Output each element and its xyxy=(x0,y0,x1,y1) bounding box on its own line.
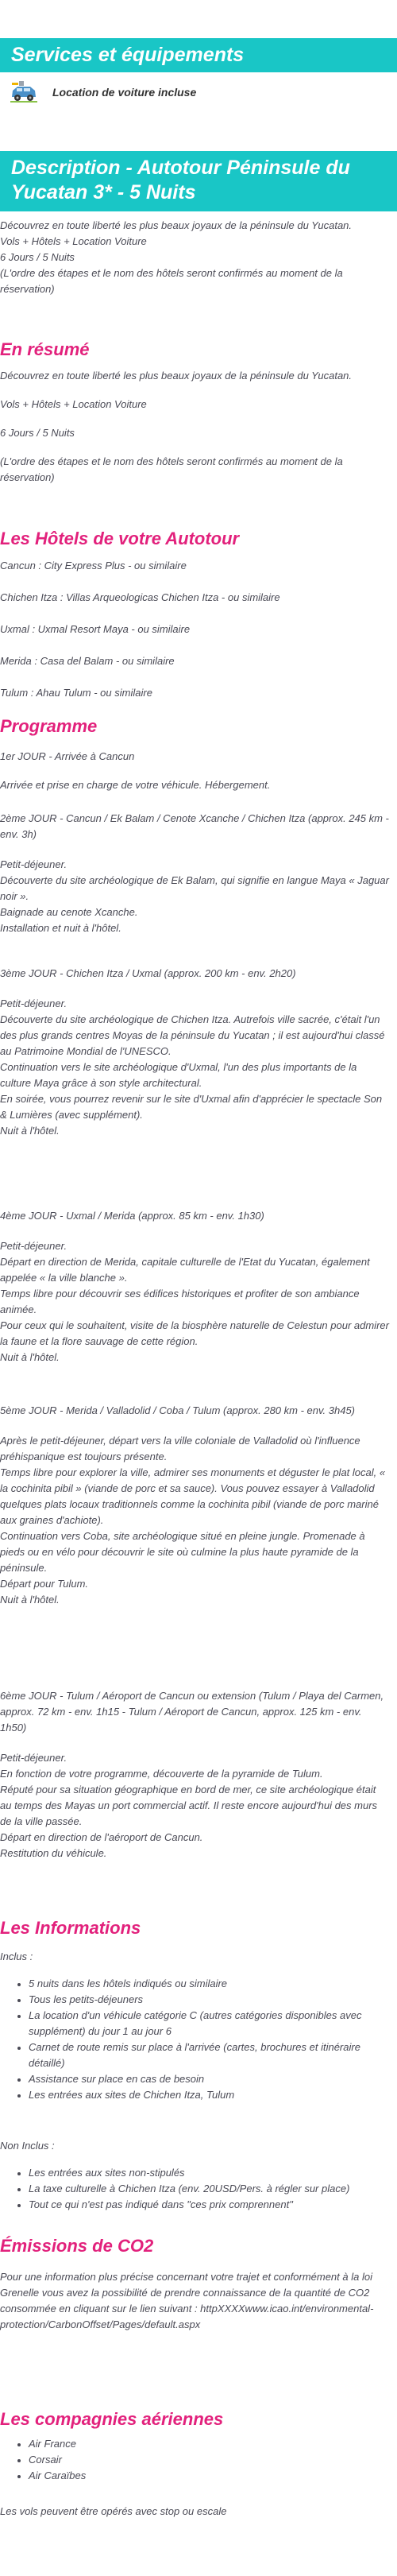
day-3-line: Continuation vers le site archéologique d'Uxmal, l'un des plus importants de la culture Maya grâce à son style architectural. xyxy=(0,1061,357,1089)
resume-p1: Découvrez en toute liberté les plus beaux joyaux de la péninsule du Yucatan. xyxy=(0,370,353,382)
day-5-line: Temps libre pour explorer la ville, admirer ses monuments et déguster le plat local, « la cochinita pibil » (viande de porc et sa sauce). Vous pouvez essayer à Valladolid quelques plats locaux traditionnels comme la cochinita pibil (viande de porc mariné aux graines d'achiote). xyxy=(0,1466,386,1526)
day-2-line: Petit-déjeuner. xyxy=(0,858,67,870)
day-5-line: Continuation vers Coba, site archéologique situé en pleine jungle. Promenade à pieds ou en vélo pour découvrir le site où culmine la plus haute pyramide de la péninsule. xyxy=(0,1530,365,1574)
resume-p2: Vols + Hôtels + Location Voiture xyxy=(0,398,147,410)
list-item: • Carnet de route remis sur place à l'arrivée (cartes, brochures et itinéraire détaillé) xyxy=(29,2039,389,2071)
hotel-item: Merida : Casa del Balam - ou similaire xyxy=(0,655,175,667)
airlines-section xyxy=(0,2408,389,2431)
programme-section xyxy=(0,715,389,738)
day-6-line: En fonction de votre programme, découverte de la pyramide de Tulum. xyxy=(0,1768,323,1780)
list-item: • Tous les petits-déjeuners xyxy=(29,1992,389,2008)
day-3-line: Nuit à l'hôtel. xyxy=(0,1125,60,1137)
airlines-note-block xyxy=(0,2504,389,2520)
day-6-line: Réputé pour sa situation géographique en bord de mer, ce site archéologique était au temps des Mayas un port commercial actif. Il reste encore aujourd'hui des murs de la ville passée. xyxy=(0,1784,378,1827)
day-1-text: Arrivée et prise en charge de votre véhicule. Hébergement. xyxy=(0,779,271,791)
hotels-section xyxy=(0,528,389,550)
day-4-title: 4ème JOUR - Uxmal / Merida (approx. 85 km - env. 1h30) xyxy=(0,1210,264,1222)
airline-item: • Corsair xyxy=(29,2452,389,2468)
hotel-item: Uxmal : Uxmal Resort Maya - ou similaire xyxy=(0,623,191,635)
non-inclus-label: Non Inclus : xyxy=(0,2140,55,2152)
description-line: Vols + Hôtels + Location Voiture xyxy=(0,235,147,247)
co2-section xyxy=(0,2235,389,2257)
list-item: • Les entrées aux sites de Chichen Itza, Tulum xyxy=(29,2087,389,2103)
airlines-list-block xyxy=(0,2436,389,2484)
day-2-line: Découverte du site archéologique de Ek Balam, qui signifie en langue Maya « Jaguar noir ». xyxy=(0,874,389,902)
day-4 xyxy=(0,1208,389,1365)
informations-title: Les Informations xyxy=(0,1918,141,1938)
car-rental-label: Location de voiture incluse xyxy=(52,86,197,99)
day-1-title: 1er JOUR - Arrivée à Cancun xyxy=(0,750,135,762)
inclus-label: Inclus : xyxy=(0,1950,33,1962)
co2-text: Pour une information plus précise concernant votre trajet et conformément à la loi Grenelle vous avez la possibilité de prendre connaissance de la quantité de CO2 consommée en cliquant sur le lien suivant : httpXXXXwww.icao.int/environmental-protection/CarbonOffset/Pages/default.aspx xyxy=(0,2271,374,2330)
informations-section xyxy=(0,1917,389,1939)
services-banner xyxy=(0,38,397,72)
description-line: 6 Jours / 5 Nuits xyxy=(0,251,75,263)
non-inclus-block xyxy=(0,2138,389,2213)
hotels-title: Les Hôtels de votre Autotour xyxy=(0,529,240,548)
description-banner xyxy=(0,151,397,211)
hotels-list xyxy=(0,558,389,701)
description-body xyxy=(0,218,389,297)
day-3-line: Découverte du site archéologique de Chichen Itza. Autrefois ville sacrée, c'était l'un des plus grands centres Moyas de la péninsule du Yucatan ; il est aujourd'hui classé au Patrimoine Mondial de l'UNESCO. xyxy=(0,1013,385,1057)
hotel-item: Chichen Itza : Villas Arqueologicas Chichen Itza - ou similaire xyxy=(0,591,280,603)
airlines-list xyxy=(0,2436,389,2484)
co2-title: Émissions de CO2 xyxy=(0,2236,154,2256)
day-1 xyxy=(0,749,389,793)
non-inclus-list xyxy=(0,2165,389,2213)
day-3-line: Petit-déjeuner. xyxy=(0,997,67,1009)
day-2-line: Installation et nuit à l'hôtel. xyxy=(0,922,121,934)
day-6-line: Restitution du véhicule. xyxy=(0,1847,107,1859)
day-5-line: Après le petit-déjeuner, départ vers la ville coloniale de Valladolid où l'influence préhispanique est toujours présente. xyxy=(0,1435,360,1462)
day-4-line: Nuit à l'hôtel. xyxy=(0,1351,60,1363)
airline-item: • Air Caraïbes xyxy=(29,2468,389,2484)
list-item: • Tout ce qui n'est pas indiqué dans "ces prix comprennent" xyxy=(29,2197,389,2213)
day-4-line: Petit-déjeuner. xyxy=(0,1240,67,1252)
description-title: Description - Autotour Péninsule du Yucatan 3* - 5 Nuits xyxy=(0,151,397,211)
day-4-line: Temps libre pour découvrir ses édifices historiques et profiter de son ambiance animée. xyxy=(0,1288,360,1315)
airlines-title: Les compagnies aériennes xyxy=(0,2409,224,2429)
resume-section xyxy=(0,339,389,361)
description-line: Découvrez en toute liberté les plus beaux joyaux de la péninsule du Yucatan. xyxy=(0,219,353,231)
day-5 xyxy=(0,1403,389,1608)
day-3-title: 3ème JOUR - Chichen Itza / Uxmal (approx. 200 km - env. 2h20) xyxy=(0,967,296,979)
list-item: • Assistance sur place en cas de besoin xyxy=(29,2071,389,2087)
airline-item: • Air France xyxy=(29,2436,389,2452)
day-4-line: Pour ceux qui le souhaitent, visite de la biosphère naturelle de Celestun pour admirer la faune et la flore sauvage de cette région. xyxy=(0,1319,389,1347)
list-item: • La location d'un véhicule catégorie C (autres catégories disponibles avec supplément) du jour 1 au jour 6 xyxy=(29,2008,389,2039)
hotel-item: Tulum : Ahau Tulum - ou similaire xyxy=(0,687,152,699)
day-6 xyxy=(0,1688,389,1861)
day-6-title: 6ème JOUR - Tulum / Aéroport de Cancun ou extension (Tulum / Playa del Carmen, approx. 72 km - env. 1h15 - Tulum / Aéroport de Cancun, approx. 125 km - env. 1h50) xyxy=(0,1690,384,1733)
resume-p3: 6 Jours / 5 Nuits xyxy=(0,427,75,439)
description-line: (L'ordre des étapes et le nom des hôtels seront confirmés au moment de la réservation) xyxy=(0,267,343,295)
airlines-note: Les vols peuvent être opérés avec stop ou escale xyxy=(0,2505,227,2517)
day-5-line: Nuit à l'hôtel. xyxy=(0,1594,60,1606)
day-2-line: Baignade au cenote Xcanche. xyxy=(0,906,138,918)
day-3-line: En soirée, vous pourrez revenir sur le site d'Uxmal afin d'apprécier le spectacle Son & Lumières (avec supplément). xyxy=(0,1093,383,1121)
day-2-title: 2ème JOUR - Cancun / Ek Balam / Cenote Xcanche / Chichen Itza (approx. 245 km - env. 3h) xyxy=(0,812,389,840)
day-5-line: Départ pour Tulum. xyxy=(0,1578,89,1590)
day-4-line: Départ en direction de Merida, capitale culturelle de l'Etat du Yucatan, également appelée « la ville blanche ». xyxy=(0,1256,370,1284)
programme-title: Programme xyxy=(0,716,98,736)
resume-title: En résumé xyxy=(0,339,90,359)
list-item: • 5 nuits dans les hôtels indiqués ou similaire xyxy=(29,1976,389,1992)
day-6-line: Petit-déjeuner. xyxy=(0,1752,67,1764)
resume-p4: (L'ordre des étapes et le nom des hôtels seront confirmés au moment de la réservation) xyxy=(0,455,343,483)
services-item xyxy=(10,79,397,105)
inclus-list xyxy=(0,1976,389,2103)
car-rental-icon xyxy=(10,79,38,105)
list-item: • Les entrées aux sites non-stipulés xyxy=(29,2165,389,2181)
resume-body xyxy=(0,368,389,486)
list-item: • La taxe culturelle à Chichen Itza (env. 20USD/Pers. à régler sur place) xyxy=(29,2181,389,2197)
day-5-title: 5ème JOUR - Merida / Valladolid / Coba / Tulum (approx. 280 km - env. 3h45) xyxy=(0,1404,356,1416)
hotel-item: Cancun : City Express Plus - ou similaire xyxy=(0,560,187,571)
day-6-line: Départ en direction de l'aéroport de Cancun. xyxy=(0,1831,203,1843)
day-3 xyxy=(0,966,389,1139)
services-title: Services et équipements xyxy=(0,38,397,72)
co2-body xyxy=(0,2269,389,2333)
inclus-block xyxy=(0,1949,389,2103)
day-2 xyxy=(0,811,389,936)
